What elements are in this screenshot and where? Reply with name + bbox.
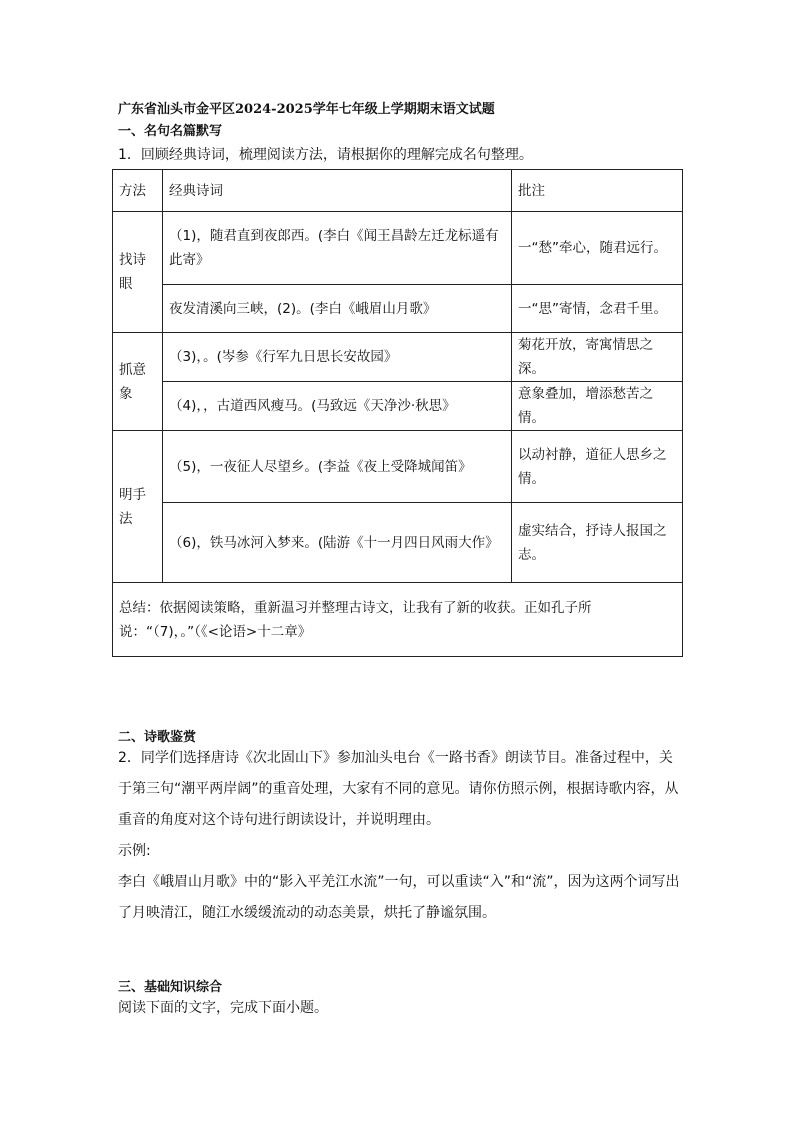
header-method: 方法: [113, 170, 163, 212]
section-heading-2: 二、诗歌鉴赏: [118, 730, 197, 745]
summary-cell: 总结：依据阅读策略，重新温习并整理古诗文，让我有了新的收获。正如孔子所说：“（7)，。”（《<论语>十二章》: [113, 583, 683, 657]
note-cell: 以动衬静，道征人思乡之情。: [512, 431, 683, 503]
question-3-intro: 阅读下面的文字，完成下面小题。: [118, 1000, 328, 1016]
section-heading-1: 一、名句名篇默写: [118, 124, 223, 139]
poem-cell: （5)，一夜征人尽望乡。(李益《夜上受降城闻笛》: [163, 431, 512, 503]
note-cell: 虚实结合，抒诗人报国之志。: [512, 503, 683, 583]
method-cell: 明手法: [113, 431, 163, 583]
header-poem: 经典诗词: [163, 170, 512, 212]
note-cell: 一“思”寄情，念君千里。: [512, 285, 683, 333]
poem-cell: （1)，随君直到夜郎西。(李白《闻王昌龄左迁龙标遥有此寄》: [163, 212, 512, 285]
poem-cell: 夜发清溪向三峡，(2)。(李白《峨眉山月歌》: [163, 285, 512, 333]
example-text: 李白《峨眉山月歌》中的“影入平羌江水流”一句，可以重读“入”和“流”，因为这两个词写出了月映清江，随江水缓缓流动的动态美景，烘托了静谧氛围。: [118, 874, 680, 921]
exam-title: 广东省汕头市金平区2024-2025学年七年级上学期期末语文试题: [118, 102, 495, 117]
note-cell: 意象叠加，增添愁苦之情。: [512, 382, 683, 431]
poem-cell: （3)，。(岑参《行军九日思长安故园》: [163, 333, 512, 382]
example-label: 示例:: [118, 843, 151, 859]
method-cell: 找诗眼: [113, 212, 163, 333]
question-1: 1．回顾经典诗词，梳理阅读方法，请根据你的理解完成名句整理。: [118, 147, 533, 163]
question-2: 2．同学们选择唐诗《次北固山下》参加汕头电台《一路书香》朗读节目。准备过程中，关于第三句“潮平两岸阔”的重音处理，大家有不同的意见。请你仿照示例，根据诗歌内容，从重音的角度对这个诗句进行朗读设计，并说明理由。: [118, 750, 679, 828]
poem-cell: （6)，铁马冰河入梦来。(陆游《十一月四日风雨大作》: [163, 503, 512, 583]
note-cell: 菊花开放，寄寓情思之深。: [512, 333, 683, 382]
poem-table: [112, 169, 683, 657]
note-cell: 一“愁”牵心，随君远行。: [512, 212, 683, 285]
section-heading-3: 三、基础知识综合: [118, 980, 223, 995]
header-note: 批注: [512, 170, 683, 212]
method-cell: 抓意象: [113, 333, 163, 431]
poem-cell: （4)，，古道西风瘦马。(马致远《天净沙·秋思》: [163, 382, 512, 431]
